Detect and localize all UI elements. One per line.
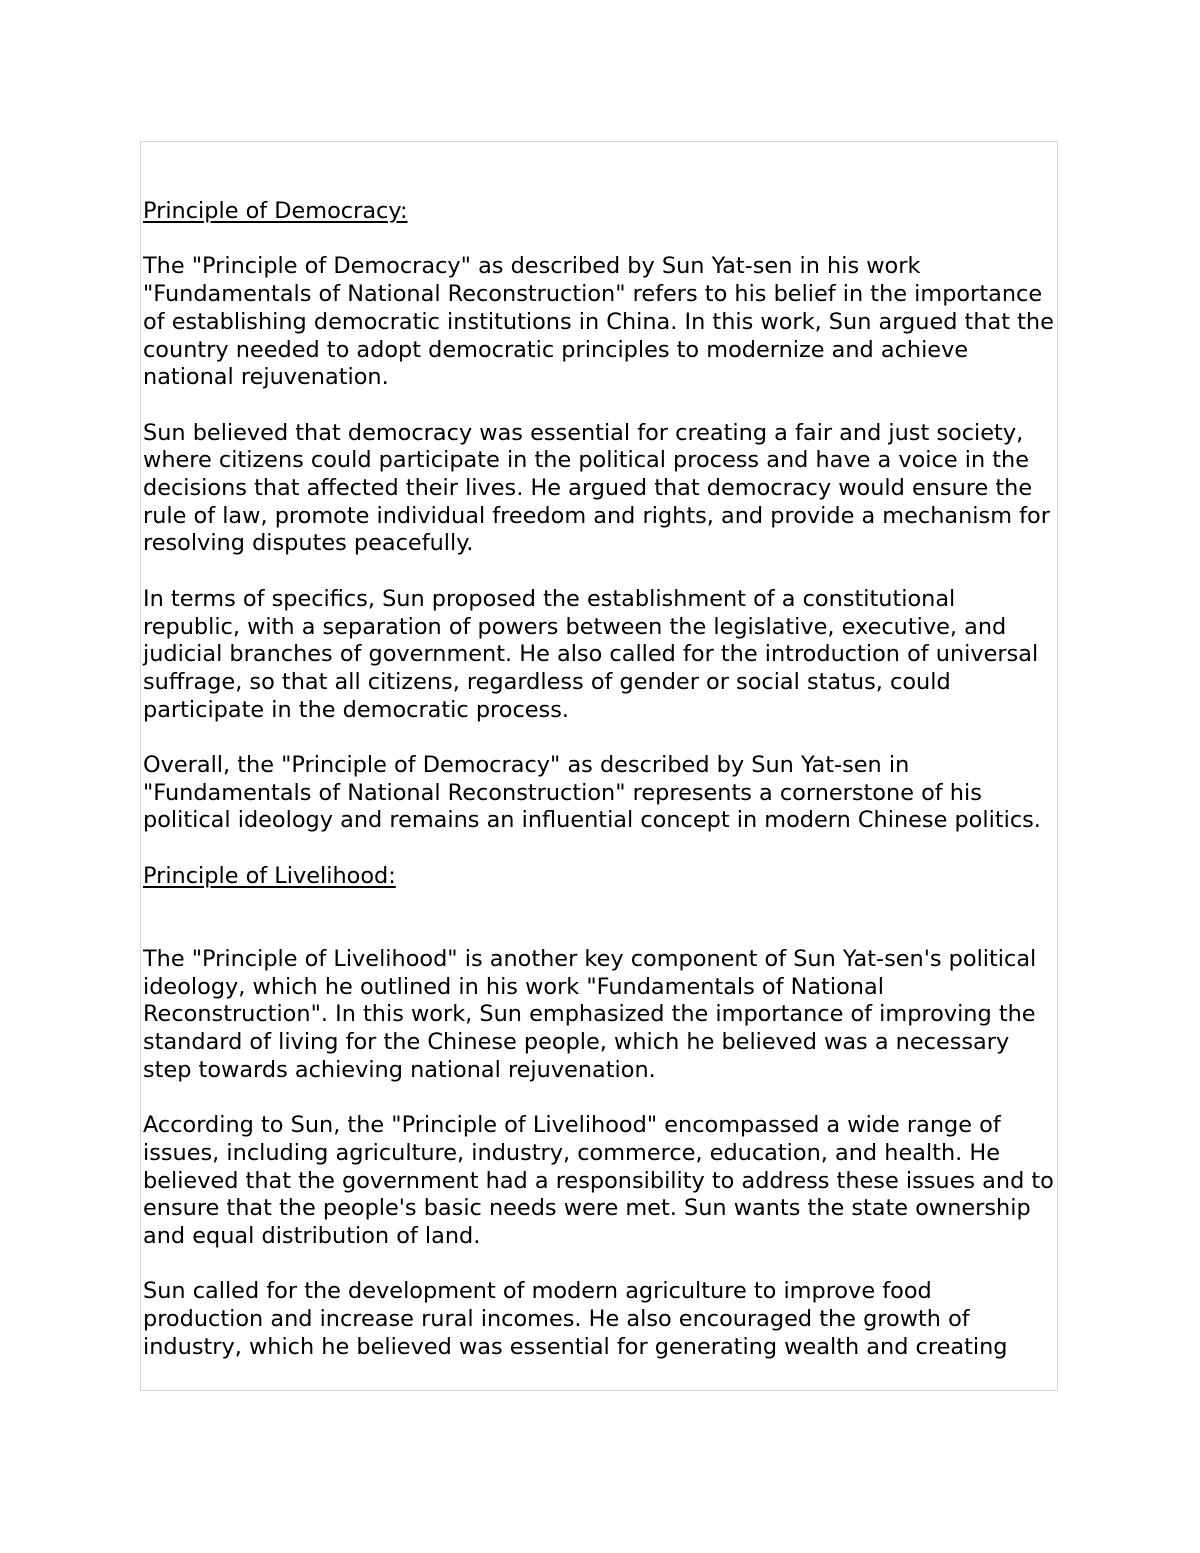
document-body: [143, 198, 1055, 1389]
paragraph: In terms of specifics, Sun proposed the establishment of a constitutional republic, with a separation of powers between the legislative, executive, and judicial branches of government. He also called for the introduction of universal suffrage, so that all citizens, regardless of gender or social status, could participate in the democratic process.: [143, 585, 1039, 723]
paragraph: Sun believed that democracy was essential for creating a fair and just society, where citizens could participate in the political process and have a voice in the decisions that affected their lives. He argued that democracy would ensure the rule of law, promote individual freedom and rights, and provide a mechanism for resolving disputes peacefully.: [143, 419, 1050, 557]
paragraph: Overall, the "Principle of Democracy" as described by Sun Yat-sen in "Fundamentals of National Reconstruction" represents a cornerstone of his political ideology and remains an influential concept in modern Chinese politics.: [143, 752, 1041, 834]
paragraph: The "Principle of Democracy" as described by Sun Yat-sen in his work "Fundamentals of National Reconstruction" refers to his belief in the importance of establishing democratic institutions in China. In this work, Sun argued that the country needed to adopt democratic principles to modernize and achieve national rejuvenation.: [143, 253, 1054, 391]
paragraph: The "Principle of Livelihood" is another key component of Sun Yat-sen's political ideology, which he outlined in his work "Fundamentals of National Reconstruction". In this work, Sun emphasized the importance of improving the standard of living for the Chinese people, which he believed was a necessary step towards achieving national rejuvenation.: [143, 945, 1037, 1083]
section-heading-democracy: Principle of Democracy:: [143, 198, 408, 224]
document-page: [140, 141, 1058, 1391]
section-heading-livelihood: Principle of Livelihood:: [143, 862, 396, 889]
paragraph: According to Sun, the "Principle of Livelihood" encompassed a wide range of issues, including agriculture, industry, commerce, education, and health. He believed that the government had a responsibility to address these issues and to ensure that the people's basic needs were met. Sun wants the state ownership and equal distribution of land.: [143, 1112, 1054, 1249]
paragraph: Sun called for the development of modern agriculture to improve food production and increase rural incomes. He also encouraged the growth of industry, which he believed was essential for generating wealth and creating: [143, 1278, 1008, 1360]
